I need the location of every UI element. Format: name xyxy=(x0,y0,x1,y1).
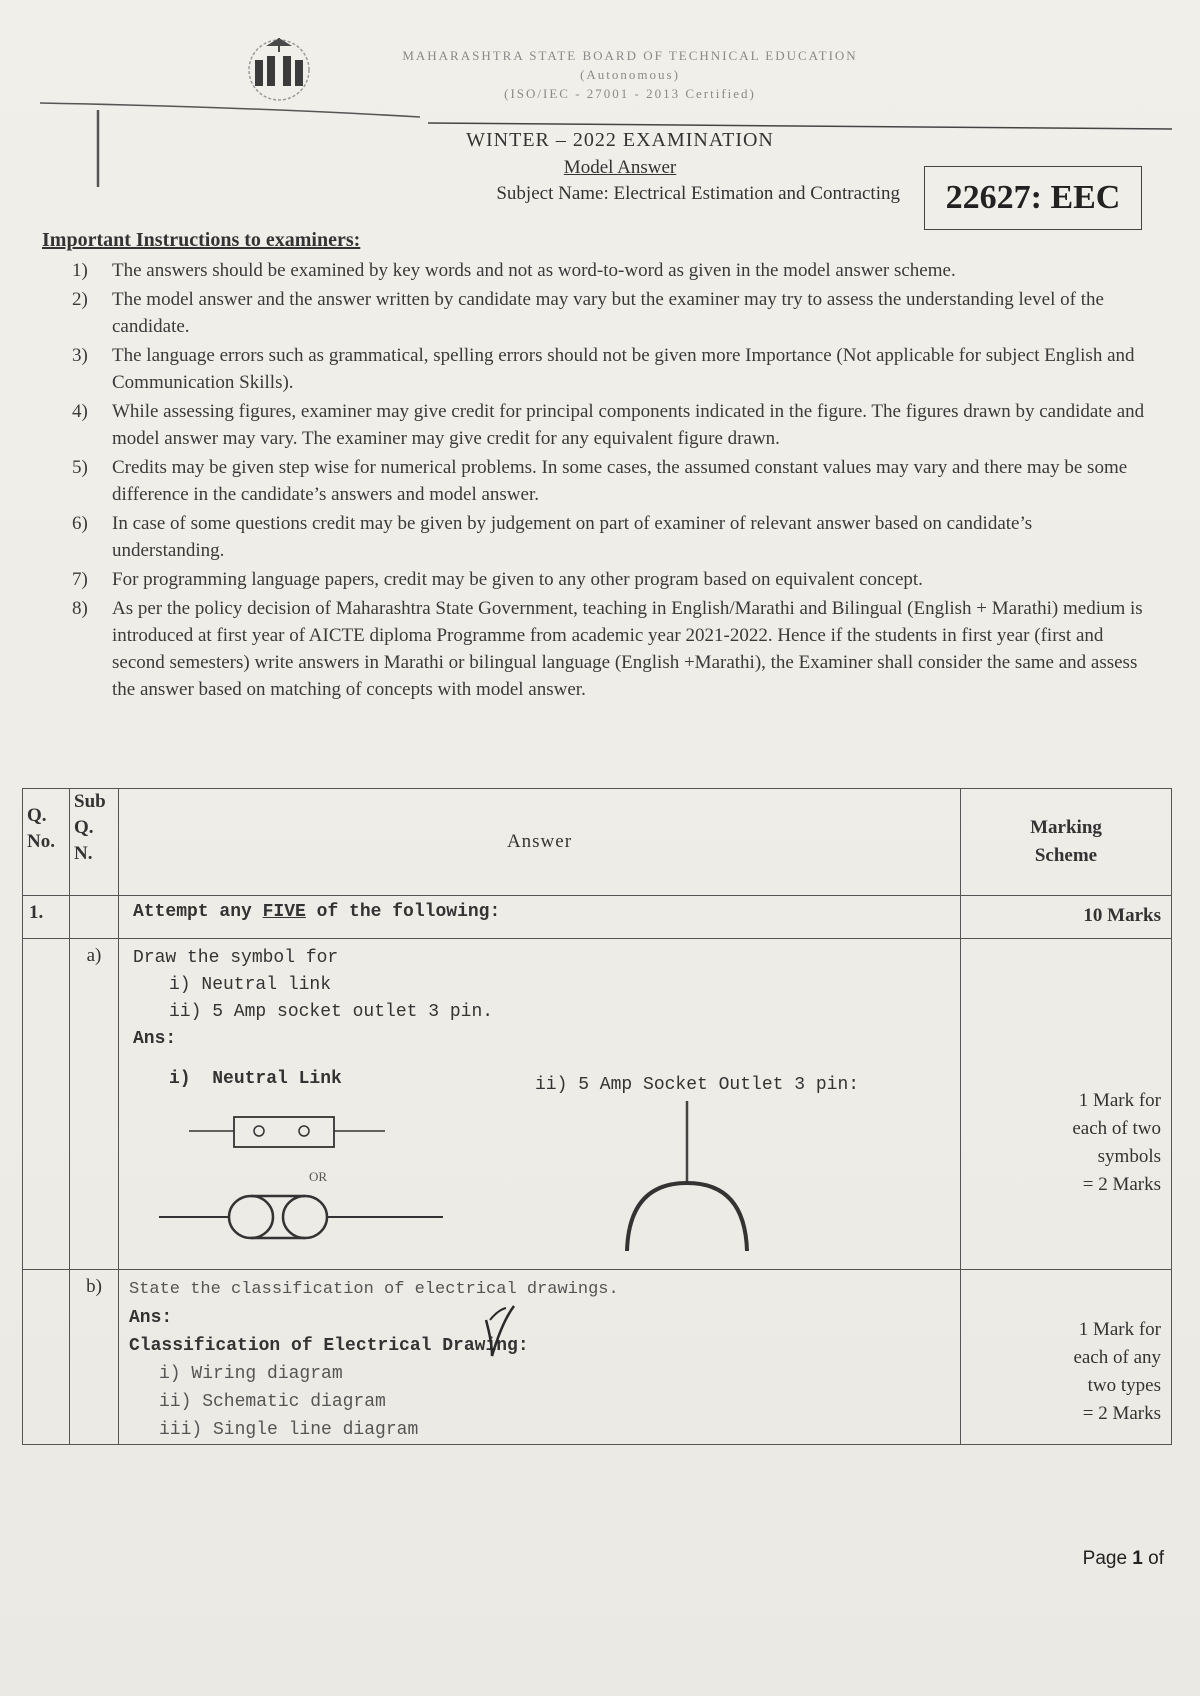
model-answer-title: Model Answer xyxy=(563,157,677,178)
instruction-item: 4) While assessing figures, examiner may give credit for principal components indicated in the figure. The figures drawn by candidate and model answer may vary. The examiner may give credit for any equivalent figure drawn. xyxy=(72,401,1145,449)
q1b-item2: ii) Schematic diagram xyxy=(159,1392,386,1412)
q1-prompt: Attempt any FIVE of the following: xyxy=(119,896,961,939)
table-row-q1b xyxy=(23,1270,1172,1445)
q1-subno xyxy=(70,896,119,939)
header-qno: Q. No. xyxy=(23,789,70,896)
q1a-question: Draw the symbol for xyxy=(133,948,339,968)
answer-table xyxy=(22,788,1172,1445)
table-row-q1a xyxy=(23,939,1172,1270)
q1a-subno: a) xyxy=(70,939,119,1270)
instructions-list xyxy=(72,257,1147,705)
q1a-answer xyxy=(119,939,961,1270)
instruction-item: 8) As per the policy decision of Maharashtra State Government, teaching in English/Marathi and Bilingual (English + Marathi) medium is introduced at first year of AICTE diploma Programme from academic year 2021-2022. Hence if the students in first year (first and second semesters) write answers in Marathi or bilingual language (English +Marathi), the Examiner shall consider the same and assess the answer based on matching of concepts with model answer. xyxy=(72,598,1143,700)
table-header-row xyxy=(23,789,1172,896)
msbte-logo-icon xyxy=(238,32,320,104)
header-marking: Marking Scheme xyxy=(961,789,1172,896)
header-answer: Answer xyxy=(119,789,961,896)
instruction-item: 2) The model answer and the answer written by candidate may vary but the examiner may try to assess the understanding level of the candidate. xyxy=(72,289,1104,337)
q1a-item2: ii) 5 Amp socket outlet 3 pin. xyxy=(169,1002,494,1022)
board-name: MAHARASHTRA STATE BOARD OF TECHNICAL EDUCATION xyxy=(402,48,858,63)
subject-code-box: 22627: EEC xyxy=(924,166,1142,230)
instruction-item: 7) For programming language papers, credit may be given to any other program based on equivalent concept. xyxy=(72,569,923,590)
socket-outlet-symbol-icon xyxy=(617,1101,777,1271)
fig1-label: i) Neutral Link xyxy=(169,1069,342,1089)
page-number: Page 1 of xyxy=(1082,1548,1164,1569)
instruction-item: 6) In case of some questions credit may be given by judgement on part of examiner of relevant answer based on candidate’s understanding. xyxy=(72,513,1033,561)
q1-number: 1. xyxy=(23,896,70,939)
header-subqno: Sub Q. N. xyxy=(70,789,119,896)
q1b-question: State the classification of electrical drawings. xyxy=(129,1280,619,1299)
subject-name: Subject Name: Electrical Estimation and Contracting xyxy=(496,183,900,204)
q1b-ans-label: Ans: xyxy=(129,1308,173,1328)
iso-label: (ISO/IEC - 27001 - 2013 Certified) xyxy=(504,86,756,101)
q1b-qno-cell xyxy=(23,1270,70,1445)
instructions-title: Important Instructions to examiners: xyxy=(42,229,361,251)
q1b-subno: b) xyxy=(70,1270,119,1445)
q1b-heading: Classification of Electrical Drawing: xyxy=(129,1336,529,1356)
fig2-label: ii) 5 Amp Socket Outlet 3 pin: xyxy=(535,1075,860,1095)
or-label: OR xyxy=(309,1169,328,1184)
instruction-item: 3) The language errors such as grammatical, spelling errors should not be given more Importance (Not applicable for subject English and Communication Skills). xyxy=(72,345,1135,393)
q1a-marks: 1 Mark for each of two symbols = 2 Marks xyxy=(961,939,1172,1270)
autonomous-label: (Autonomous) xyxy=(580,67,680,82)
q1b-item3: iii) Single line diagram xyxy=(159,1420,419,1440)
instruction-item: 5) Credits may be given step wise for numerical problems. In some cases, the assumed constant values may vary and there may be some difference in the candidate’s answers and model answer. xyxy=(72,457,1128,505)
neutral-link-alt-symbol-icon xyxy=(159,1187,449,1247)
q1a-ans-label: Ans: xyxy=(133,1029,177,1049)
q1b-item1: i) Wiring diagram xyxy=(159,1364,343,1384)
neutral-link-symbol-icon xyxy=(189,1109,449,1159)
instruction-item: 1) The answers should be examined by key words and not as word-to-word as given in the model answer scheme. xyxy=(72,260,956,281)
table-row-q1 xyxy=(23,896,1172,939)
q1a-item1: i) Neutral link xyxy=(169,975,332,995)
q1a-qno-cell xyxy=(23,939,70,1270)
q1-marks: 10 Marks xyxy=(961,896,1172,939)
q1b-answer xyxy=(119,1270,961,1445)
examiner-tick-icon xyxy=(480,1302,520,1362)
exam-title: WINTER – 2022 EXAMINATION xyxy=(466,129,774,151)
q1b-marks: 1 Mark for each of any two types = 2 Marks xyxy=(961,1270,1172,1445)
